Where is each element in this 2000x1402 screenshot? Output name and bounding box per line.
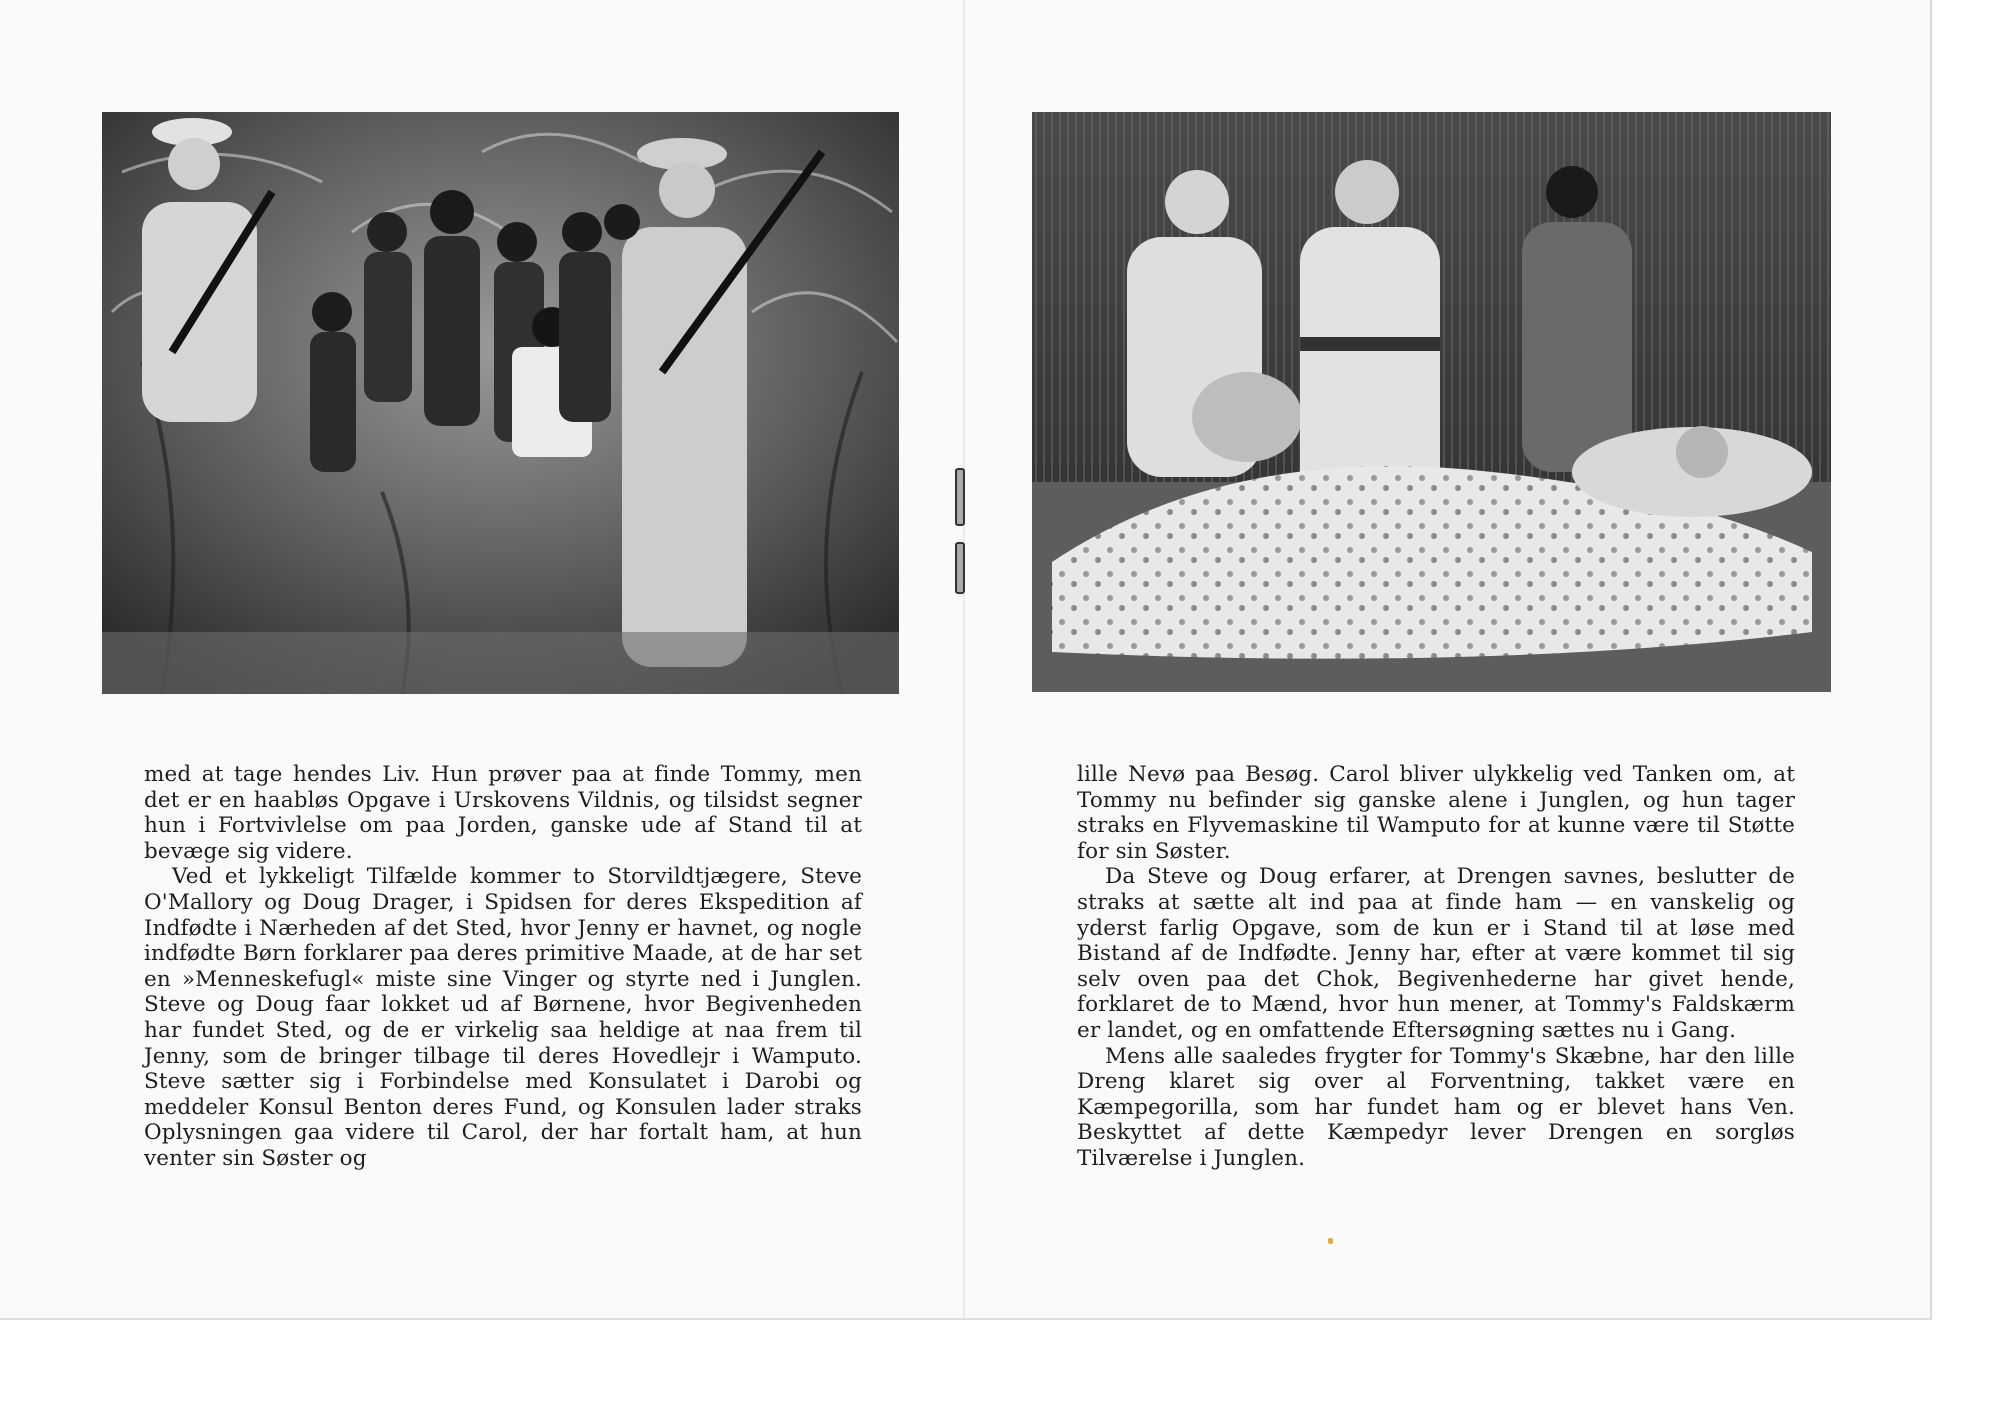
left-paragraph-1: med at tage hendes Liv. Hun prøver paa at finde Tommy, men det er en haabløs Opgave i Urskovens Vildnis, og tilsidst segner hun i Fortvivlelse om paa Jorden, ganske ude af Stand til at bevæge sig videre. bbox=[144, 762, 862, 864]
right-paragraph-2: Da Steve og Doug erfarer, at Drengen savnes, beslutter de straks at sætte alt ind paa at finde ham — en vanskelig og yderst farlig Opgave, som de kun er i Stand til at løse med Bistand af de Indfødte. Jenny har, efter at være kommet til sig selv oven paa det Chok, Begivenhederne har givet hende, forklaret de to Mænd, hvor hun mener, at Tommy's Faldskærm er landet, og en omfattende Eftersøgning sættes nu i Gang. bbox=[1077, 864, 1795, 1043]
right-paragraph-1: lille Nevø paa Besøg. Carol bliver ulykkelig ved Tanken om, at Tommy nu befinder sig ganske alene i Junglen, og hun tager straks en Flyvemaskine til Wamputo for at kunne være til Støtte for sin Søster. bbox=[1077, 762, 1795, 864]
staple-bottom bbox=[955, 542, 965, 594]
right-page-text bbox=[1077, 762, 1795, 1172]
center-fold bbox=[963, 0, 965, 1318]
paper-speck bbox=[1328, 1238, 1333, 1244]
staple-top bbox=[955, 468, 965, 526]
right-page-photo bbox=[1032, 112, 1831, 692]
left-paragraph-2: Ved et lykkeligt Tilfælde kommer to Storvildtjægere, Steve O'Mallory og Doug Drager, i Spidsen for deres Ekspedition af Indfødte i Nærheden af det Sted, hvor Jenny er havnet, og nogle indfødte Børn forklarer paa deres primitive Maade, at de har set en »Menneskefugl« miste sine Vinger og styrte ned i Junglen. Steve og Doug faar lokket ud af Børnene, hvor Begivenheden har fundet Sted, og de er virkelig saa heldige at naa frem til Jenny, som de bringer tilbage til deres Hovedlejr i Wamputo. Steve sætter sig i Forbindelse med Konsulatet i Darobi og meddeler Konsul Benton deres Fund, og Konsulen lader straks Oplysningen gaa videre til Carol, der har fortalt ham, at hun venter sin Søster og bbox=[144, 864, 862, 1171]
left-page-text bbox=[144, 762, 862, 1172]
right-paragraph-3: Mens alle saaledes frygter for Tommy's Skæbne, har den lille Dreng klaret sig over al Forventning, takket være en Kæmpegorilla, som har fundet ham og er blevet hans Ven. Beskyttet af dette Kæmpedyr lever Drengen en sorgløs Tilværelse i Junglen. bbox=[1077, 1043, 1795, 1171]
jungle-hunters-illustration bbox=[102, 112, 899, 694]
left-page-photo bbox=[102, 112, 899, 694]
bedside-scene-illustration bbox=[1032, 112, 1831, 692]
